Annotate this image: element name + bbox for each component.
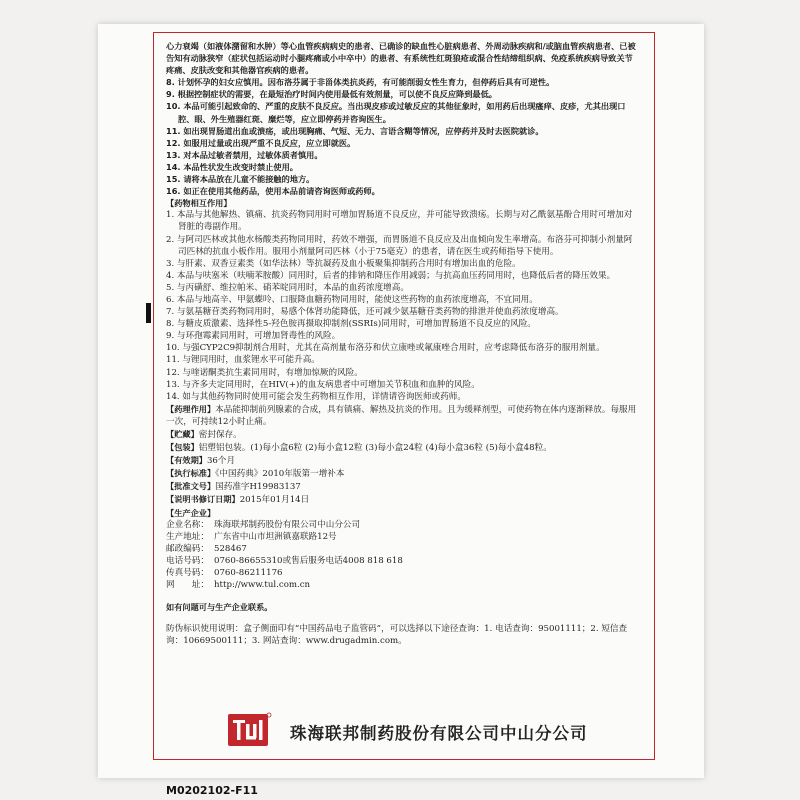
manufacturer-value: 0760-86655310或售后服务电话4008 818 618	[214, 555, 403, 566]
manufacturer-details	[166, 519, 640, 592]
manufacturer-value: 广东省中山市坦洲镇嘉联路12号	[214, 531, 337, 542]
manufacturer-label: 电话号码：	[166, 555, 209, 566]
storage-block: 【贮藏】密封保存。	[166, 429, 242, 440]
interactions-section	[166, 209, 640, 403]
warning-item: 14. 本品性状发生改变时禁止使用。	[166, 161, 298, 172]
revision-block: 【说明书修订日期】2015年01月14日	[166, 494, 310, 506]
manufacturer-label: 传真号码：	[166, 568, 209, 579]
interaction-item: 2. 与阿司匹林或其他水杨酸类药物同用时，药效不增强，而胃肠道不良反应及出血倾向发生率增高。布洛芬可抑制小剂量阿司匹林的抗血小板作用。服用小剂量阿司匹林（小于75毫克）的患者，请在医生或药师指导下使用。	[166, 234, 633, 257]
interaction-item: 13. 与齐多夫定同用时，在HIV(+)的血友病患者中可增加关节积血和血肿的风险。	[166, 379, 480, 390]
interaction-item: 5. 与丙磺舒、维拉帕米、硝苯啶同用时，本品的血药浓度增高。	[166, 282, 409, 293]
manufacturer-value: 528467	[214, 543, 247, 554]
anticounterfeit-note: 防伪标识使用说明：盒子侧面印有“中国药品电子监管码”，可以选择以下途径查询：1. 电话查询：95001111；2. 短信查询：10669500111；3. 网站查询：www.drugadmin.com。	[166, 624, 628, 647]
manufacturer-row	[166, 543, 640, 555]
manufacturer-value: http://www.tul.com.cn	[214, 580, 311, 591]
manufacturer-row	[166, 579, 640, 591]
validity-block: 【有效期】36个月	[166, 455, 236, 467]
interaction-item: 11. 与锂同用时，血浆锂水平可能升高。	[166, 355, 320, 366]
manufacturer-label: 企业名称：	[166, 519, 209, 530]
interaction-item: 7. 与氨基糖苷类药物同用时，易感个体肾功能降低，还可减少氨基糖苷类药物的排泄并使血药浓度增高。	[166, 307, 564, 318]
standard-block: 【执行标准】《中国药典》2010年版第一增补本	[166, 468, 345, 480]
interactions-heading: 【药物相互作用】	[166, 198, 232, 209]
warning-item: 心力衰竭（如液体潴留和水肿）等心血管疾病病史的患者、已确诊的缺血性心脏病患者、外周动脉疾病和/或脑血管疾病患者、已被告知有动脉狭窄（症状包括运动时小腿疼痛或小中卒中）的患者、有系统性红斑狼疮或混合性结缔组织病、免疫系统疾病导致关节疼痛、皮肤改变和其他器官疾病的患者。	[166, 41, 636, 76]
pharmacology-block: 【药理作用】本品能抑制前列腺素的合成，具有镇痛、解热及抗炎的作用。且为缓释剂型，可使药物在体内逐渐释放。每服用一次，可持续12小时止痛。	[166, 403, 637, 427]
manufacturer-row	[166, 555, 640, 567]
warning-item: 16. 如正在使用其他药品，使用本品前请咨询医师或药师。	[166, 186, 380, 197]
interaction-item: 8. 与糖皮质激素、选择性5-羟色胺再摄取抑制剂(SSRIs)同用时，可增加胃肠道不良反应的风险。	[166, 319, 536, 330]
manufacturer-value: 0760-86211176	[214, 568, 283, 579]
leaflet-content	[166, 40, 640, 648]
footer-company-name: 珠海联邦制药股份有限公司中山分公司	[290, 724, 588, 743]
manufacturer-value: 珠海联邦制药股份有限公司中山分公司	[214, 519, 361, 530]
interaction-item: 1. 本品与其他解热、镇痛、抗炎药物同用时可增加胃肠道不良反应，并可能导致溃疡。长期与对乙酰氨基酚合用时可增加对肾脏的毒副作用。	[166, 210, 633, 233]
warnings-section	[166, 40, 640, 197]
manufacturer-row	[166, 531, 640, 543]
interaction-item: 3. 与肝素、双香豆素类（如华法林）等抗凝药及血小板聚集抑制药合用时有增加出血的危险。	[166, 258, 521, 269]
company-logo-icon	[226, 710, 272, 750]
interaction-item: 6. 本品与地高辛、甲氨蝶呤、口服降血糖药物同用时，能使这些药物的血药浓度增高，不宜同用。	[166, 294, 538, 305]
warning-item: 10. 本品可能引起致命的、严重的皮肤不良反应。当出现皮疹或过敏反应的其他征象时，如用药后出现瘙痒、皮疹，尤其出现口腔、眼、外生殖器红斑、糜烂等，应立即停药并咨询医生。	[166, 101, 626, 124]
manufacturer-heading: 【生产企业】	[166, 507, 216, 518]
warning-item: 13. 对本品过敏者禁用，过敏体质者慎用。	[166, 149, 323, 160]
black-side-mark	[146, 303, 151, 323]
approval-block: 【批准文号】国药准字H19983137	[166, 481, 301, 493]
interaction-item: 10. 与强CYP2C9抑制剂合用时，尤其在高剂量布洛芬和伏立康唑或氟康唑合用时，应考虑降低布洛芬的服用剂量。	[166, 343, 605, 354]
interaction-item: 9. 与环孢霉素同用时，可增加肾毒性的风险。	[166, 331, 341, 342]
interaction-item: 12. 与喹诺酮类抗生素同用时，有增加惊厥的风险。	[166, 367, 363, 378]
interaction-item: 4. 本品与呋塞米（呋喃苯胺酸）同用时，后者的排钠和降压作用减弱；与抗高血压药同用时，也降低后者的降压效果。	[166, 270, 616, 281]
manufacturer-label: 网 址：	[166, 580, 209, 591]
warning-item: 12. 如服用过量或出现严重不良反应，应立即就医。	[166, 137, 356, 148]
interaction-item: 14. 如与其他药物同时使用可能会发生药物相互作用，详情请咨询医师或药师。	[166, 391, 466, 402]
warning-item: 15. 请将本品放在儿童不能接触的地方。	[166, 174, 315, 185]
manufacturer-row	[166, 567, 640, 579]
contact-note: 如有问题可与生产企业联系。	[166, 602, 273, 613]
document-code: M0202102-F11	[166, 784, 258, 797]
manufacturer-row	[166, 519, 640, 531]
package-block: 【包装】铝塑铝包装。(1)每小盒6粒 (2)每小盒12粒 (3)每小盒24粒 (4)每小盒36粒 (5)每小盒48粒。	[166, 442, 552, 454]
warning-item: 8. 计划怀孕的妇女应慎用。因布洛芬属于非甾体类抗炎药，有可能削弱女性生育力，但停药后具有可逆性。	[166, 77, 555, 88]
manufacturer-label: 邮政编码：	[166, 543, 209, 554]
warning-item: 11. 如出现胃肠道出血或溃疡，或出现胸痛、气短、无力、言语含糊等情况，应停药并及时去医院就诊。	[166, 125, 544, 136]
warning-item: 9. 根据控制症状的需要，在最短治疗时间内使用最低有效剂量，可以使不良反应降到最低。	[166, 89, 497, 100]
manufacturer-label: 生产地址：	[166, 531, 209, 542]
